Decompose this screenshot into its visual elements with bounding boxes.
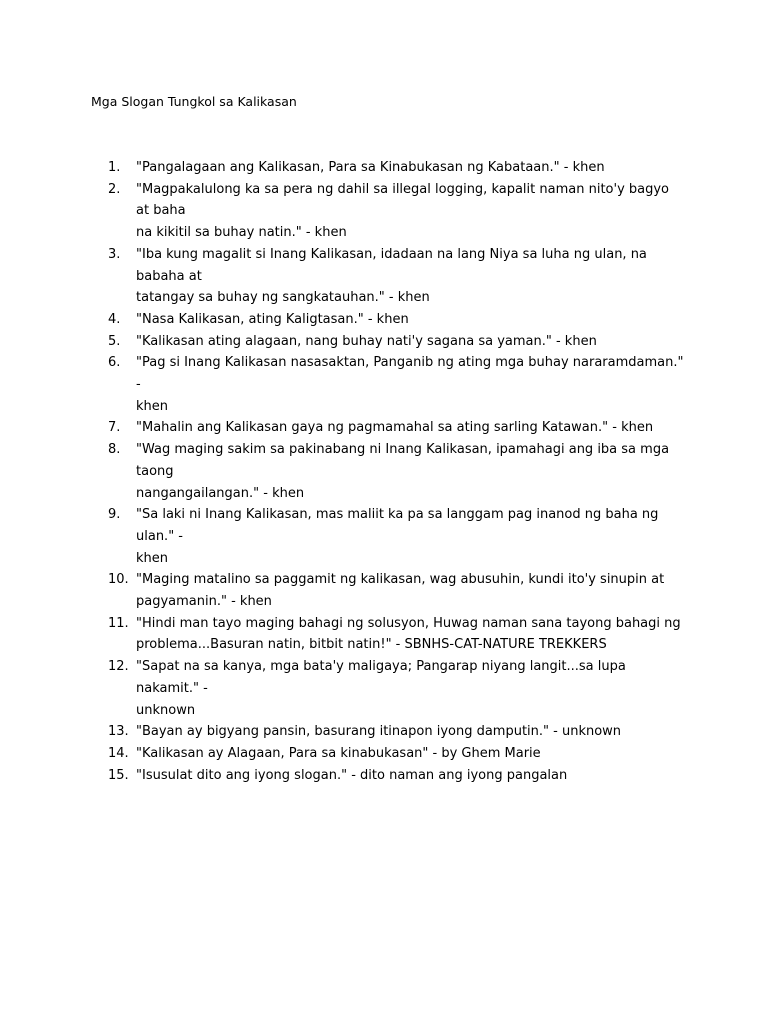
slogan-text: "Pag si Inang Kalikasan nasasaktan, Panganib ng ating mga buhay nararamdaman." - khen <box>136 355 684 414</box>
slogan-text: "Kalikasan ay Alagaan, Para sa kinabukasan" - by Ghem Marie <box>136 745 541 761</box>
document-title: Mga Slogan Tungkol sa Kalikasan <box>91 94 297 109</box>
list-item <box>108 613 684 656</box>
list-item <box>108 504 684 569</box>
item-number: 15. <box>108 767 129 783</box>
list-item <box>108 179 684 244</box>
list-item <box>108 656 684 721</box>
list-item <box>108 244 684 309</box>
item-number: 8. <box>108 442 121 458</box>
slogan-text: "Isusulat dito ang iyong slogan." - dito naman ang iyong pangalan <box>136 767 568 783</box>
slogan-list <box>108 157 684 786</box>
list-item <box>108 331 684 353</box>
list-item <box>108 765 684 787</box>
item-number: 10. <box>108 572 129 588</box>
slogan-text: "Magpakalulong ka sa pera ng dahil sa illegal logging, kapalit naman nito'y bagyo at baha na kikitil sa buhay natin." - khen <box>136 181 670 241</box>
list-item <box>108 569 684 612</box>
slogan-text: "Bayan ay bigyang pansin, basurang itinapon iyong damputin." - unknown <box>136 724 622 740</box>
slogan-text: "Sa laki ni Inang Kalikasan, mas maliit ka pa sa langgam pag inanod ng baha ng ulan." - khen <box>136 507 659 566</box>
item-number: 12. <box>108 659 129 675</box>
list-item <box>108 721 684 743</box>
list-item <box>108 352 684 417</box>
slogan-text: "Kalikasan ating alagaan, nang buhay nati'y sagana sa yaman." - khen <box>136 333 597 349</box>
item-number: 2. <box>108 181 121 197</box>
slogan-text: "Sapat na sa kanya, mga bata'y maligaya; Pangarap niyang langit...sa lupa nakamit." - unknown <box>136 659 626 718</box>
item-number: 3. <box>108 246 121 262</box>
slogan-text: "Wag maging sakim sa pakinabang ni Inang Kalikasan, ipamahagi ang iba sa mga taong nangangailangan." - khen <box>136 442 670 501</box>
item-number: 5. <box>108 333 121 349</box>
item-number: 4. <box>108 311 121 327</box>
list-item <box>108 743 684 765</box>
item-number: 11. <box>108 615 129 631</box>
list-item <box>108 417 684 439</box>
slogan-text: "Nasa Kalikasan, ating Kaligtasan." - khen <box>136 311 409 327</box>
item-number: 6. <box>108 355 121 371</box>
slogan-text: "Maging matalino sa paggamit ng kalikasan, wag abusuhin, kundi ito'y sinupin at pagyamanin." - khen <box>136 572 665 610</box>
item-number: 13. <box>108 724 129 740</box>
slogan-text: "Hindi man tayo maging bahagi ng solusyon, Huwag naman sana tayong bahagi ng problema...Basuran natin, bitbit natin!" - SBNHS-CAT-NATURE TREKKERS <box>136 615 681 653</box>
list-item <box>108 157 684 179</box>
list-item <box>108 309 684 331</box>
item-number: 1. <box>108 160 121 175</box>
item-number: 9. <box>108 507 121 523</box>
item-number: 14. <box>108 745 129 761</box>
list-item <box>108 439 684 504</box>
item-number: 7. <box>108 420 121 436</box>
slogan-text: "Mahalin ang Kalikasan gaya ng pagmamahal sa ating sarling Katawan." - khen <box>136 420 654 436</box>
slogan-text: "Pangalagaan ang Kalikasan, Para sa Kinabukasan ng Kabataan." - khen <box>136 160 605 175</box>
slogan-text: "Iba kung magalit si Inang Kalikasan, idadaan na lang Niya sa luha ng ulan, na babaha at tatangay sa buhay ng sangkatauhan." - khen <box>136 246 647 306</box>
